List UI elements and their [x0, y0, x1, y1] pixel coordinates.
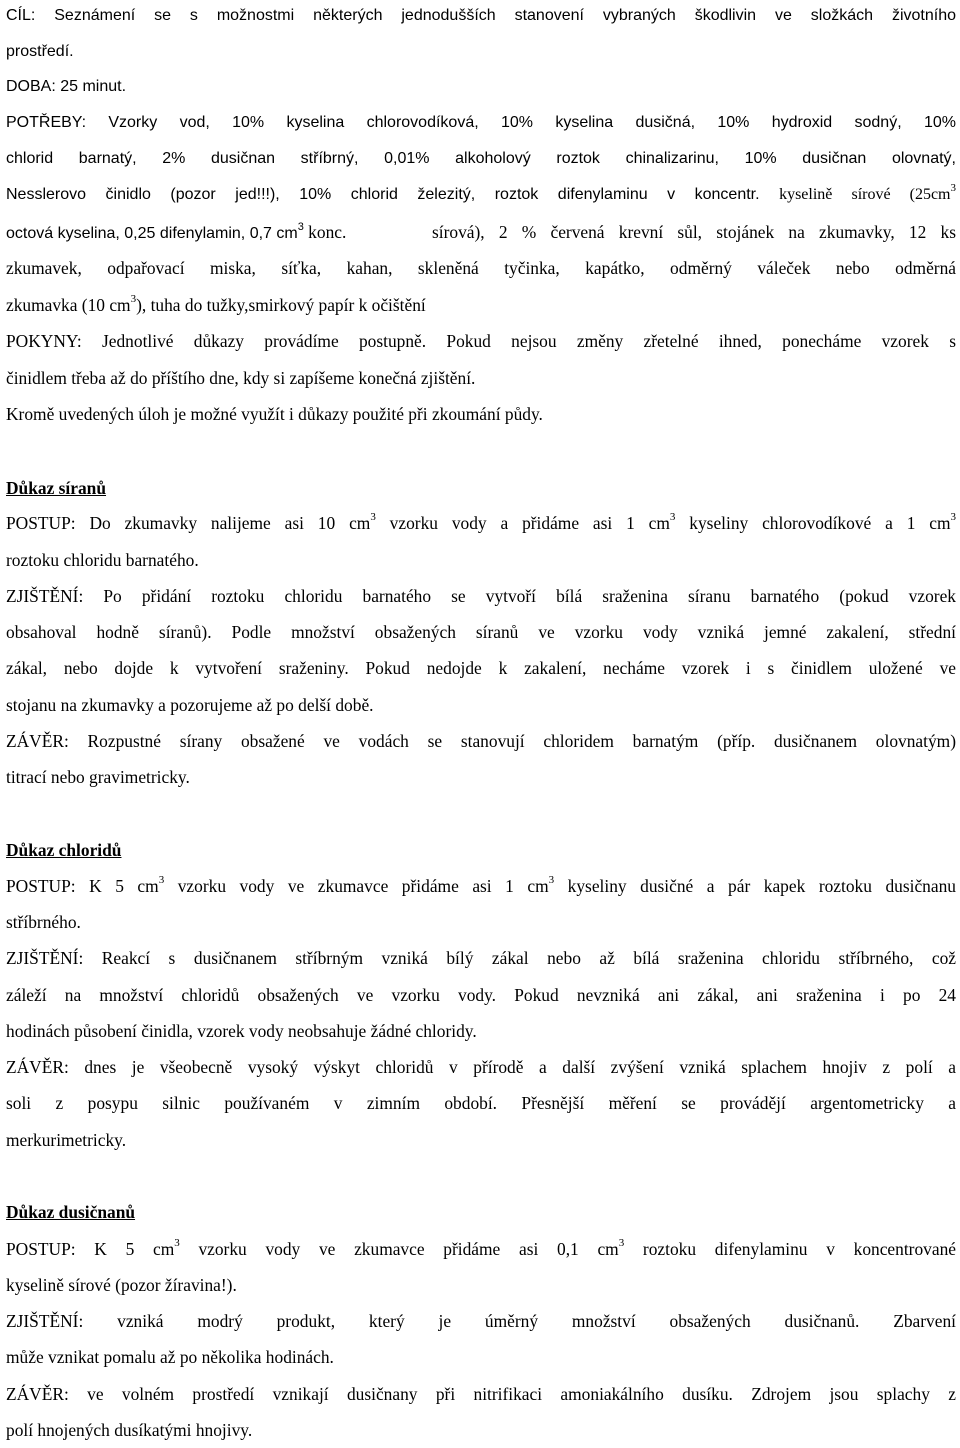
- findings-line: stojanu na zkumavky a pozorujeme až po delší době.: [6, 695, 374, 715]
- procedure-line: [6, 868, 956, 904]
- procedure-line: stříbrného.: [6, 912, 81, 932]
- superscript: 3: [950, 181, 956, 194]
- conclusion-line: merkurimetricky.: [6, 1130, 127, 1150]
- instructions-line: POKYNY: Jednotlivé důkazy provádíme postupně. Pokud nejsou změny zřetelné ihned, ponecháme vzorek s: [6, 331, 956, 351]
- findings-line: hodinách působení činidla, vzorek vody neobsahuje žádné chloridy.: [6, 1021, 477, 1041]
- goal-line: CÍL: Seznámení se s možnostmi některých jednodušších stanovení vybraných škodlivin ve složkách životního: [6, 7, 956, 24]
- conclusion-line: ZÁVĚR: dnes je všeobecně vysoký výskyt chloridů v přírodě a další zvýšení vzniká splachem hnojiv z polí a: [6, 1057, 956, 1077]
- findings-line: záleží na množství chloridů obsažených ve vzorku vody. Pokud nevzniká ani zákal, ani sraženina i po 24: [6, 985, 956, 1005]
- procedure-text: roztoku difenylaminu v koncentrované: [624, 1239, 956, 1259]
- conclusion-line: ZÁVĚR: ve volném prostředí vznikají dusičnany při nitrifikaci amoniakálního dusíku. Zdrojem jsou splachy z: [6, 1384, 956, 1404]
- procedure-line: kyselině sírové (pozor žíravina!).: [6, 1275, 237, 1295]
- findings-line: ZJIŠTĚNÍ: Reakcí s dusičnanem stříbrným vzniká bílý zákal nebo až bílá sraženina chloridu stříbrného, což: [6, 948, 956, 968]
- superscript: 3: [618, 1237, 625, 1250]
- procedure-text: POSTUP: K 5 cm: [6, 1239, 175, 1259]
- supplies-text: konc.: [303, 222, 347, 242]
- findings-line: zákal, nebo dojde k vytvoření sraženiny. Pokud nedojde k zakalení, necháme vzorek i s činidlem uložené ve: [6, 658, 956, 678]
- supplies-line: zkumavek, odpařovací miska, síťka, kahan, skleněná tyčinka, kapátko, odměrný váleček nebo odměrná: [6, 258, 956, 278]
- instructions-line: Kromě uvedených úloh je možné využít i důkazy použité při zkoumání půdy.: [6, 404, 543, 424]
- superscript: 3: [130, 293, 137, 306]
- procedure-text: kyseliny dusičné a pár kapek roztoku dusičnanu: [554, 876, 956, 896]
- supplies-text: sírová), 2 % červená krevní sůl, stojánek na zkumavky, 12 ks: [432, 222, 956, 242]
- conclusion-line: titrací nebo gravimetricky.: [6, 767, 190, 787]
- procedure-line: [6, 505, 956, 541]
- procedure-line: [6, 1231, 956, 1267]
- section-heading-nitrates: Důkaz dusičnanů: [6, 1202, 136, 1222]
- supplies-line: [6, 177, 956, 213]
- findings-line: ZJIŠTĚNÍ: vzniká modrý produkt, který je úměrný množství obsažených dusičnanů. Zbarvení: [6, 1311, 956, 1331]
- goal-line-cont: prostředí.: [6, 43, 74, 60]
- superscript: 3: [158, 874, 165, 887]
- findings-line: může vznikat pomalu až po několika hodinách.: [6, 1347, 334, 1367]
- findings-line: ZJIŠTĚNÍ: Po přidání roztoku chloridu barnatého se vytvoří bílá sraženina síranu barnatého (pokud vzorek: [6, 586, 956, 606]
- procedure-text: POSTUP: K 5 cm: [6, 876, 159, 896]
- superscript: 3: [174, 1237, 180, 1250]
- procedure-text: vzorku vody ve zkumavce přidáme asi 0,1 cm: [179, 1239, 619, 1259]
- section-heading-chlorides: Důkaz chloridů: [6, 840, 122, 860]
- superscript: 3: [669, 511, 676, 524]
- supplies-text: zkumavka (10 cm: [6, 295, 131, 315]
- procedure-text: POSTUP: Do zkumavky nalijeme asi 10 cm: [6, 513, 371, 533]
- supplies-text: kyselině sírové (25cm: [779, 186, 951, 203]
- superscript: 3: [297, 220, 304, 233]
- conclusion-line: soli z posypu silnic používaném v zimním období. Přesnější měření se provádějí argentometricky a: [6, 1093, 956, 1113]
- supplies-text: octová kyselina, 0,25 difenylamin, 0,7 cm: [6, 225, 298, 242]
- instructions-line: činidlem třeba až do příštího dne, kdy si zapíšeme konečná zjištění.: [6, 368, 476, 388]
- supplies-line: chlorid barnatý, 2% dusičnan stříbrný, 0,01% alkoholový roztok chinalizarinu, 10% dusičnan olovnatý,: [6, 150, 956, 167]
- superscript: 3: [548, 874, 555, 887]
- procedure-text: kyseliny chlorovodíkové a 1 cm: [675, 513, 951, 533]
- superscript: 3: [370, 511, 376, 524]
- duration-line: DOBA: 25 minut.: [6, 78, 127, 95]
- supplies-line: POTŘEBY: Vzorky vod, 10% kyselina chlorovodíková, 10% kyselina dusičná, 10% hydroxid sodný, 10%: [6, 114, 956, 131]
- supplies-line: [6, 214, 346, 250]
- procedure-line: roztoku chloridu barnatého.: [6, 550, 199, 570]
- superscript: 3: [950, 511, 956, 524]
- findings-line: obsahoval hodně síranů). Podle množství obsažených síranů ve vzorku vody vzniká jemné zakalení, střední: [6, 622, 956, 642]
- procedure-text: vzorku vody ve zkumavce přidáme asi 1 cm: [164, 876, 549, 896]
- conclusion-line: ZÁVĚR: Rozpustné sírany obsažené ve vodách se stanovují chloridem barnatým (příp. dusičnanem olovnatým): [6, 731, 956, 751]
- supplies-text: ), tuha do tužky,smirkový papír k očištění: [136, 295, 426, 315]
- supplies-text: Nesslerovo činidlo (pozor jed!!!), 10% chlorid železitý, roztok difenylaminu v koncentr.: [6, 186, 760, 203]
- section-heading-sulfates: Důkaz síranů: [6, 478, 107, 498]
- supplies-line: [6, 287, 426, 323]
- procedure-text: vzorku vody a přidáme asi 1 cm: [375, 513, 670, 533]
- conclusion-line: polí hnojených dusíkatými hnojivy.: [6, 1420, 253, 1440]
